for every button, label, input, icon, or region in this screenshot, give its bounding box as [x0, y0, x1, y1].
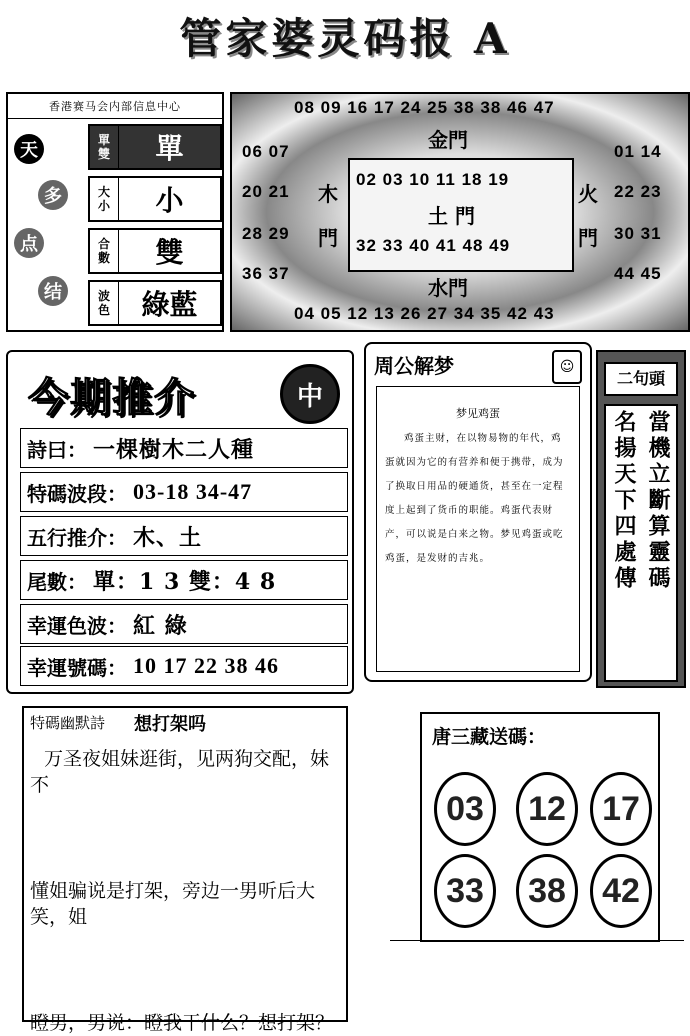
tang-panel — [420, 712, 660, 942]
fire-row-2: 22 23 — [614, 182, 662, 201]
rec-row-elements: 五行推介： 木、土 — [20, 516, 348, 556]
color-label: 波 色 — [90, 282, 119, 324]
earth-top-numbers: 02 03 10 11 18 19 — [356, 170, 510, 189]
dream-title: 周公解梦 — [374, 354, 454, 378]
color-value: 綠藍 — [141, 288, 198, 321]
odd-even-label: 單 雙 — [90, 126, 119, 168]
bottom-numbers: 04 05 12 13 26 27 34 35 42 43 — [294, 304, 555, 323]
fire-gate: 門 — [578, 226, 598, 250]
two-sentence-title: 二句頭 — [604, 362, 678, 396]
rec-row-lucky: 幸運號碼： 10 17 22 38 46 — [20, 646, 348, 686]
divider-line — [390, 940, 684, 941]
number-ball: 17 — [590, 772, 652, 846]
seal-jie: 结 — [38, 276, 68, 306]
tang-title: 唐三藏送碼： — [432, 726, 547, 748]
dream-subtitle: 梦见鸡蛋 — [456, 407, 500, 420]
wood-row-4: 36 37 — [242, 264, 290, 283]
sum-value: 雙 — [155, 236, 184, 269]
joke-title: 想打架吗 — [134, 714, 206, 735]
sum-label: 合 數 — [90, 230, 119, 272]
joke-body — [30, 746, 342, 1036]
dream-panel — [364, 342, 592, 682]
logo-icon: 中 — [280, 364, 340, 424]
earth-gate: 土 門 — [428, 204, 475, 228]
sum-row — [88, 228, 222, 274]
two-sentence-body — [604, 404, 678, 682]
dream-content — [376, 386, 580, 672]
gold-gate: 金門 — [428, 128, 468, 152]
seal-tian: 天 — [14, 134, 44, 164]
sentence-col-2: 名揚天下四處傳 — [611, 410, 637, 592]
joke-heading: 特碼幽默詩 — [30, 714, 106, 732]
fire-row-4: 44 45 — [614, 264, 662, 283]
rec-row-tail: 尾數： 單：1 3 雙：4 8 — [20, 560, 348, 600]
joke-para-1: 万圣夜姐妹逛街，见两狗交配，妹不 — [30, 748, 330, 796]
five-elements-panel — [230, 92, 690, 332]
wood-row-1: 06 07 — [242, 142, 290, 161]
number-ball: 38 — [516, 854, 578, 928]
number-ball: 12 — [516, 772, 578, 846]
sentence-col-1: 當機立斷算靈碼 — [645, 410, 671, 592]
earth-box — [348, 158, 574, 272]
joke-para-3: 瞪男，男说：瞪我干什么？想打架？ — [30, 1012, 335, 1034]
number-ball: 03 — [434, 772, 496, 846]
info-panel — [6, 92, 224, 332]
fire-row-3: 30 31 — [614, 224, 662, 243]
wood-row-2: 20 21 — [242, 182, 290, 201]
page-title: 管家婆灵码报 A — [179, 14, 511, 63]
number-ball: 33 — [434, 854, 496, 928]
rec-row-band: 特碼波段： 03-18 34-47 — [20, 472, 348, 512]
water-gate: 水門 — [428, 276, 468, 300]
joke-panel — [22, 706, 348, 1034]
big-small-row — [88, 176, 222, 222]
wood-label: 木 — [318, 182, 338, 206]
recommend-title: 今期推介 — [28, 374, 196, 421]
odd-even-value: 單 — [155, 132, 184, 165]
recommend-panel — [6, 350, 354, 694]
odd-even-row — [88, 124, 222, 170]
fire-label: 火 — [578, 182, 598, 206]
wood-gate: 門 — [318, 226, 338, 250]
top-numbers: 08 09 16 17 24 25 38 38 46 47 — [294, 98, 555, 117]
big-small-label: 大 小 — [90, 178, 119, 220]
big-small-value: 小 — [155, 184, 184, 217]
fire-row-1: 01 14 — [614, 142, 662, 161]
two-sentence-panel — [596, 350, 686, 688]
seal-duo: 多 — [38, 180, 68, 210]
earth-bottom-numbers: 32 33 40 41 48 49 — [356, 236, 511, 255]
rec-row-color: 幸運色波： 紅 綠 — [20, 604, 348, 644]
dream-text: 鸡蛋主财，在以物易物的年代，鸡蛋就因为它的有营养和便于携带，成为了换取日用品的硬通货，甚至在一定程度上起到了货币的职能。鸡蛋代表财产，可以说是白来之物。梦见鸡蛋或吃鸡蛋，是发财的吉兆。 — [385, 433, 564, 564]
number-ball: 42 — [590, 854, 652, 928]
seal-dian: 点 — [14, 228, 44, 258]
info-header: 香港赛马会内部信息中心 — [8, 94, 222, 119]
color-row — [88, 280, 222, 326]
mascot-icon: ☺ — [552, 350, 582, 384]
wood-row-3: 28 29 — [242, 224, 290, 243]
joke-para-2: 懂姐骗说是打架，旁边一男听后大笑，姐 — [30, 880, 316, 928]
rec-row-poem: 詩曰： 一棵樹木二人種 — [20, 428, 348, 468]
